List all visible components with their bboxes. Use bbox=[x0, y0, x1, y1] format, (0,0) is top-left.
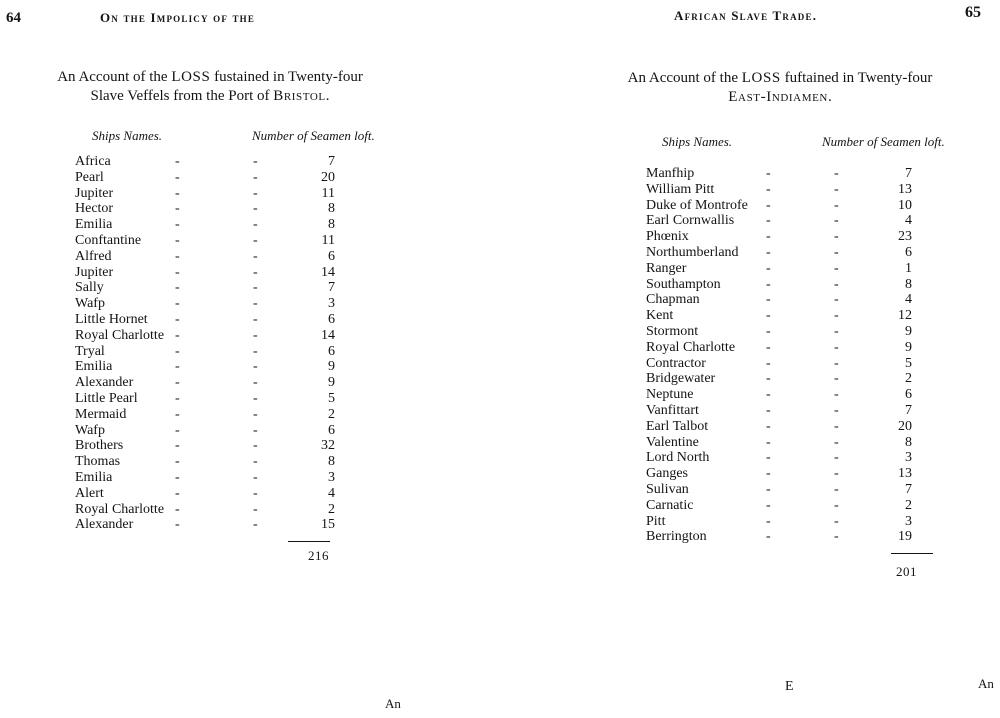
leader-dash: - bbox=[253, 327, 258, 343]
leader-dash: - bbox=[175, 280, 180, 296]
leader-dash: - bbox=[175, 454, 180, 470]
seamen-lost-count: 9 bbox=[905, 323, 912, 339]
seamen-lost-count: 4 bbox=[905, 292, 912, 308]
ship-row bbox=[75, 359, 345, 375]
seamen-lost-count: 9 bbox=[905, 339, 912, 355]
leader-dash: - bbox=[253, 201, 258, 217]
table-title bbox=[560, 69, 1000, 107]
ship-row bbox=[646, 261, 936, 277]
ship-row bbox=[75, 438, 345, 454]
title-text: . bbox=[325, 88, 330, 104]
total-seamen-lost: 216 bbox=[308, 548, 329, 563]
leader-dash: - bbox=[834, 213, 839, 229]
leader-dash: - bbox=[834, 402, 839, 418]
ship-name: Berrington bbox=[646, 529, 707, 545]
leader-dash: - bbox=[834, 434, 839, 450]
seamen-lost-count: 13 bbox=[898, 181, 912, 197]
seamen-lost-count: 32 bbox=[321, 438, 335, 454]
leader-dash: - bbox=[253, 422, 258, 438]
ship-row bbox=[75, 265, 345, 281]
seamen-lost-count: 5 bbox=[905, 355, 912, 371]
seamen-lost-count: 12 bbox=[898, 308, 912, 324]
leader-dash: - bbox=[766, 339, 771, 355]
ship-row bbox=[75, 296, 345, 312]
seamen-lost-count: 7 bbox=[328, 154, 335, 169]
ship-name: Wafp bbox=[75, 296, 105, 312]
ship-name: Sally bbox=[75, 280, 104, 296]
leader-dash: - bbox=[253, 185, 258, 201]
ship-name: Little Pearl bbox=[75, 390, 138, 406]
ship-name: Pitt bbox=[646, 513, 666, 529]
leader-dash: - bbox=[766, 402, 771, 418]
ship-row bbox=[646, 166, 936, 182]
ship-row bbox=[646, 403, 936, 419]
ship-name: Ranger bbox=[646, 260, 687, 276]
ship-row bbox=[646, 229, 936, 245]
ship-row bbox=[646, 245, 936, 261]
ship-row bbox=[646, 324, 936, 340]
ship-row bbox=[75, 154, 345, 170]
ship-row bbox=[75, 502, 345, 518]
leader-dash: - bbox=[253, 296, 258, 312]
ship-row bbox=[75, 344, 345, 360]
leader-dash: - bbox=[766, 166, 771, 181]
ship-name: Jupiter bbox=[75, 185, 114, 201]
total-seamen-lost: 201 bbox=[896, 564, 917, 579]
total-rule bbox=[288, 541, 330, 542]
leader-dash: - bbox=[253, 359, 258, 375]
seamen-lost-count: 2 bbox=[905, 371, 912, 387]
seamen-lost-count: 23 bbox=[898, 229, 912, 245]
seamen-lost-count: 2 bbox=[328, 406, 335, 422]
ship-row bbox=[646, 371, 936, 387]
leader-dash: - bbox=[834, 450, 839, 466]
ship-row bbox=[75, 249, 345, 265]
ship-row bbox=[646, 277, 936, 293]
ship-row bbox=[75, 375, 345, 391]
ship-name: Little Hornet bbox=[75, 311, 148, 327]
leader-dash: - bbox=[175, 390, 180, 406]
ship-row bbox=[75, 217, 345, 233]
ship-row bbox=[75, 280, 345, 296]
ship-name: Thomas bbox=[75, 454, 121, 470]
leader-dash: - bbox=[175, 343, 180, 359]
leader-dash: - bbox=[834, 355, 839, 371]
leader-dash: - bbox=[175, 154, 180, 169]
leader-dash: - bbox=[175, 517, 180, 533]
leader-dash: - bbox=[834, 260, 839, 276]
leader-dash: - bbox=[766, 481, 771, 497]
ship-name: Phœnix bbox=[646, 229, 689, 245]
leader-dash: - bbox=[175, 469, 180, 485]
seamen-lost-count: 1 bbox=[905, 260, 912, 276]
column-header-ships: Ships Names. bbox=[662, 134, 733, 149]
leader-dash: - bbox=[253, 438, 258, 454]
seamen-lost-count: 8 bbox=[328, 201, 335, 217]
ship-name: Alexander bbox=[75, 517, 134, 533]
title-caps: East-Indiamen bbox=[728, 89, 828, 105]
seamen-lost-count: 9 bbox=[328, 375, 335, 391]
seamen-lost-count: 15 bbox=[321, 517, 335, 533]
title-line-2 bbox=[0, 87, 420, 106]
title-caps: Bristol bbox=[273, 88, 326, 104]
seamen-lost-count: 11 bbox=[321, 232, 335, 248]
leader-dash: - bbox=[253, 217, 258, 233]
leader-dash: - bbox=[834, 181, 839, 197]
leader-dash: - bbox=[834, 497, 839, 513]
leader-dash: - bbox=[834, 166, 839, 181]
seamen-lost-count: 14 bbox=[321, 264, 335, 280]
ship-row bbox=[646, 482, 936, 498]
ship-name: Lord North bbox=[646, 450, 710, 466]
leader-dash: - bbox=[766, 513, 771, 529]
leader-dash: - bbox=[175, 406, 180, 422]
ship-name: Tryal bbox=[75, 343, 105, 359]
seamen-lost-count: 6 bbox=[905, 244, 912, 260]
ship-row bbox=[75, 423, 345, 439]
table-title bbox=[0, 68, 420, 106]
ship-row bbox=[75, 170, 345, 186]
leader-dash: - bbox=[766, 308, 771, 324]
leader-dash: - bbox=[175, 438, 180, 454]
leader-dash: - bbox=[766, 434, 771, 450]
leader-dash: - bbox=[253, 280, 258, 296]
leader-dash: - bbox=[253, 469, 258, 485]
leader-dash: - bbox=[175, 169, 180, 185]
title-text: An Account of the bbox=[627, 70, 742, 86]
catchword: An bbox=[978, 676, 994, 691]
leader-dash: - bbox=[834, 466, 839, 482]
leader-dash: - bbox=[834, 197, 839, 213]
ship-name: Hector bbox=[75, 201, 114, 217]
ship-row bbox=[646, 514, 936, 530]
ship-row bbox=[75, 312, 345, 328]
ship-row bbox=[646, 450, 936, 466]
leader-dash: - bbox=[253, 343, 258, 359]
ship-row bbox=[75, 454, 345, 470]
leader-dash: - bbox=[253, 406, 258, 422]
ship-row bbox=[75, 407, 345, 423]
leader-dash: - bbox=[175, 359, 180, 375]
seamen-lost-count: 10 bbox=[898, 197, 912, 213]
leader-dash: - bbox=[766, 213, 771, 229]
leader-dash: - bbox=[766, 181, 771, 197]
seamen-lost-count: 7 bbox=[905, 402, 912, 418]
leader-dash: - bbox=[834, 339, 839, 355]
leader-dash: - bbox=[766, 197, 771, 213]
seamen-lost-count: 20 bbox=[898, 418, 912, 434]
leader-dash: - bbox=[175, 248, 180, 264]
left-page bbox=[0, 0, 470, 718]
leader-dash: - bbox=[834, 323, 839, 339]
ship-name: Duke of Montrofe bbox=[646, 197, 748, 213]
leader-dash: - bbox=[175, 311, 180, 327]
leader-dash: - bbox=[834, 371, 839, 387]
leader-dash: - bbox=[834, 387, 839, 403]
leader-dash: - bbox=[253, 454, 258, 470]
leader-dash: - bbox=[834, 481, 839, 497]
ship-row bbox=[646, 198, 936, 214]
seamen-lost-count: 11 bbox=[321, 185, 335, 201]
leader-dash: - bbox=[253, 517, 258, 533]
column-header-seamen: Number of Seamen loft. bbox=[822, 134, 945, 149]
ship-name: Northumberland bbox=[646, 244, 739, 260]
seamen-lost-count: 8 bbox=[905, 276, 912, 292]
signature-mark: E bbox=[785, 679, 794, 694]
ship-row bbox=[75, 201, 345, 217]
seamen-lost-count: 19 bbox=[898, 529, 912, 545]
title-text: fuftained in Twenty-four bbox=[780, 70, 933, 86]
title-line-1 bbox=[0, 68, 420, 87]
ship-list bbox=[75, 154, 345, 533]
running-head: African Slave Trade. bbox=[674, 8, 818, 23]
seamen-lost-count: 2 bbox=[328, 501, 335, 517]
leader-dash: - bbox=[253, 248, 258, 264]
leader-dash: - bbox=[253, 232, 258, 248]
seamen-lost-count: 6 bbox=[328, 343, 335, 359]
ship-name: Alfred bbox=[75, 248, 112, 264]
seamen-lost-count: 3 bbox=[905, 450, 912, 466]
leader-dash: - bbox=[175, 422, 180, 438]
leader-dash: - bbox=[834, 418, 839, 434]
leader-dash: - bbox=[175, 327, 180, 343]
leader-dash: - bbox=[253, 485, 258, 501]
ship-name: Manfhip bbox=[646, 166, 695, 181]
ship-name: Vanfittart bbox=[646, 402, 699, 418]
seamen-lost-count: 2 bbox=[905, 497, 912, 513]
seamen-lost-count: 4 bbox=[905, 213, 912, 229]
ship-name: Carnatic bbox=[646, 497, 694, 513]
leader-dash: - bbox=[834, 276, 839, 292]
ship-list bbox=[646, 166, 936, 545]
seamen-lost-count: 8 bbox=[905, 434, 912, 450]
ship-row bbox=[646, 466, 936, 482]
ship-name: Royal Charlotte bbox=[646, 339, 736, 355]
title-text: fustained in Twenty-four bbox=[210, 69, 363, 85]
column-header-ships: Ships Names. bbox=[92, 128, 163, 143]
seamen-lost-count: 6 bbox=[328, 422, 335, 438]
seamen-lost-count: 7 bbox=[328, 280, 335, 296]
leader-dash: - bbox=[834, 292, 839, 308]
leader-dash: - bbox=[766, 497, 771, 513]
title-caps: LOSS bbox=[171, 69, 211, 85]
leader-dash: - bbox=[175, 375, 180, 391]
ship-name: Alexander bbox=[75, 375, 134, 391]
column-headers bbox=[0, 128, 420, 146]
ship-row bbox=[75, 517, 345, 533]
leader-dash: - bbox=[766, 371, 771, 387]
ship-row bbox=[75, 470, 345, 486]
leader-dash: - bbox=[175, 185, 180, 201]
column-headers bbox=[560, 134, 1000, 152]
leader-dash: - bbox=[834, 529, 839, 545]
leader-dash: - bbox=[253, 264, 258, 280]
seamen-lost-count: 3 bbox=[905, 513, 912, 529]
seamen-lost-count: 14 bbox=[321, 327, 335, 343]
ship-name: Pearl bbox=[75, 169, 104, 185]
leader-dash: - bbox=[766, 244, 771, 260]
seamen-lost-count: 7 bbox=[905, 481, 912, 497]
seamen-lost-count: 6 bbox=[328, 248, 335, 264]
seamen-lost-count: 4 bbox=[328, 485, 335, 501]
ship-name: Stormont bbox=[646, 323, 699, 339]
leader-dash: - bbox=[175, 501, 180, 517]
page-number: 65 bbox=[965, 4, 981, 21]
seamen-lost-count: 8 bbox=[328, 454, 335, 470]
column-header-seamen: Number of Seamen loft. bbox=[252, 128, 375, 143]
ship-row bbox=[646, 292, 936, 308]
ship-name: Jupiter bbox=[75, 264, 114, 280]
seamen-lost-count: 13 bbox=[898, 466, 912, 482]
page-number: 64 bbox=[6, 10, 21, 26]
leader-dash: - bbox=[175, 201, 180, 217]
ship-name: Brothers bbox=[75, 438, 124, 454]
seamen-lost-count: 8 bbox=[328, 217, 335, 233]
leader-dash: - bbox=[175, 485, 180, 501]
leader-dash: - bbox=[253, 375, 258, 391]
seamen-lost-count: 9 bbox=[328, 359, 335, 375]
ship-name: Sulivan bbox=[646, 481, 689, 497]
ship-name: Bridgewater bbox=[646, 371, 716, 387]
leader-dash: - bbox=[253, 501, 258, 517]
seamen-lost-count: 5 bbox=[328, 390, 335, 406]
ship-row bbox=[75, 186, 345, 202]
ship-name: William Pitt bbox=[646, 181, 715, 197]
seamen-lost-count: 3 bbox=[328, 469, 335, 485]
leader-dash: - bbox=[834, 308, 839, 324]
ship-name: Africa bbox=[75, 154, 111, 169]
title-caps: LOSS bbox=[741, 70, 781, 86]
leader-dash: - bbox=[766, 229, 771, 245]
leader-dash: - bbox=[766, 292, 771, 308]
ship-name: Wafp bbox=[75, 422, 105, 438]
total-rule bbox=[891, 553, 933, 554]
leader-dash: - bbox=[766, 387, 771, 403]
ship-row bbox=[75, 233, 345, 249]
ship-row bbox=[646, 387, 936, 403]
ship-row bbox=[75, 391, 345, 407]
leader-dash: - bbox=[766, 355, 771, 371]
right-page bbox=[560, 0, 1000, 718]
ship-name: Chapman bbox=[646, 292, 700, 308]
ship-row bbox=[646, 529, 936, 545]
ship-row bbox=[646, 308, 936, 324]
ship-name: Royal Charlotte bbox=[75, 501, 165, 517]
ship-name: Contractor bbox=[646, 355, 706, 371]
leader-dash: - bbox=[766, 276, 771, 292]
ship-row bbox=[75, 328, 345, 344]
leader-dash: - bbox=[834, 244, 839, 260]
title-text: Slave Veffels from the Port of bbox=[90, 88, 274, 104]
leader-dash: - bbox=[834, 229, 839, 245]
ship-name: Mermaid bbox=[75, 406, 127, 422]
catchword: An bbox=[385, 696, 401, 711]
leader-dash: - bbox=[834, 513, 839, 529]
ship-name: Ganges bbox=[646, 466, 688, 482]
ship-name: Earl Cornwallis bbox=[646, 213, 735, 229]
ship-name: Kent bbox=[646, 308, 674, 324]
ship-name: Neptune bbox=[646, 387, 694, 403]
ship-row bbox=[646, 435, 936, 451]
leader-dash: - bbox=[766, 418, 771, 434]
title-text: . bbox=[827, 89, 832, 105]
title-line-1 bbox=[560, 69, 1000, 88]
ship-name: Royal Charlotte bbox=[75, 327, 165, 343]
title-text: An Account of the bbox=[57, 69, 172, 85]
leader-dash: - bbox=[175, 232, 180, 248]
leader-dash: - bbox=[175, 296, 180, 312]
ship-name: Emilia bbox=[75, 217, 113, 233]
ship-row bbox=[646, 340, 936, 356]
leader-dash: - bbox=[766, 450, 771, 466]
seamen-lost-count: 6 bbox=[905, 387, 912, 403]
title-line-2 bbox=[560, 88, 1000, 107]
leader-dash: - bbox=[766, 323, 771, 339]
ship-row bbox=[646, 213, 936, 229]
ship-name: Conftantine bbox=[75, 232, 142, 248]
leader-dash: - bbox=[175, 217, 180, 233]
ship-row bbox=[646, 356, 936, 372]
ship-name: Valentine bbox=[646, 434, 699, 450]
ship-name: Emilia bbox=[75, 469, 113, 485]
seamen-lost-count: 3 bbox=[328, 296, 335, 312]
leader-dash: - bbox=[175, 264, 180, 280]
seamen-lost-count: 20 bbox=[321, 169, 335, 185]
ship-name: Earl Talbot bbox=[646, 418, 709, 434]
seamen-lost-count: 7 bbox=[905, 166, 912, 181]
ship-name: Alert bbox=[75, 485, 104, 501]
ship-name: Southampton bbox=[646, 276, 721, 292]
ship-row bbox=[646, 182, 936, 198]
leader-dash: - bbox=[766, 466, 771, 482]
leader-dash: - bbox=[766, 529, 771, 545]
leader-dash: - bbox=[253, 390, 258, 406]
leader-dash: - bbox=[253, 154, 258, 169]
leader-dash: - bbox=[253, 311, 258, 327]
ship-row bbox=[646, 498, 936, 514]
seamen-lost-count: 6 bbox=[328, 311, 335, 327]
ship-row bbox=[75, 486, 345, 502]
ship-row bbox=[646, 419, 936, 435]
leader-dash: - bbox=[766, 260, 771, 276]
ship-name: Emilia bbox=[75, 359, 113, 375]
running-head: On the Impolicy of the bbox=[100, 10, 256, 25]
leader-dash: - bbox=[253, 169, 258, 185]
